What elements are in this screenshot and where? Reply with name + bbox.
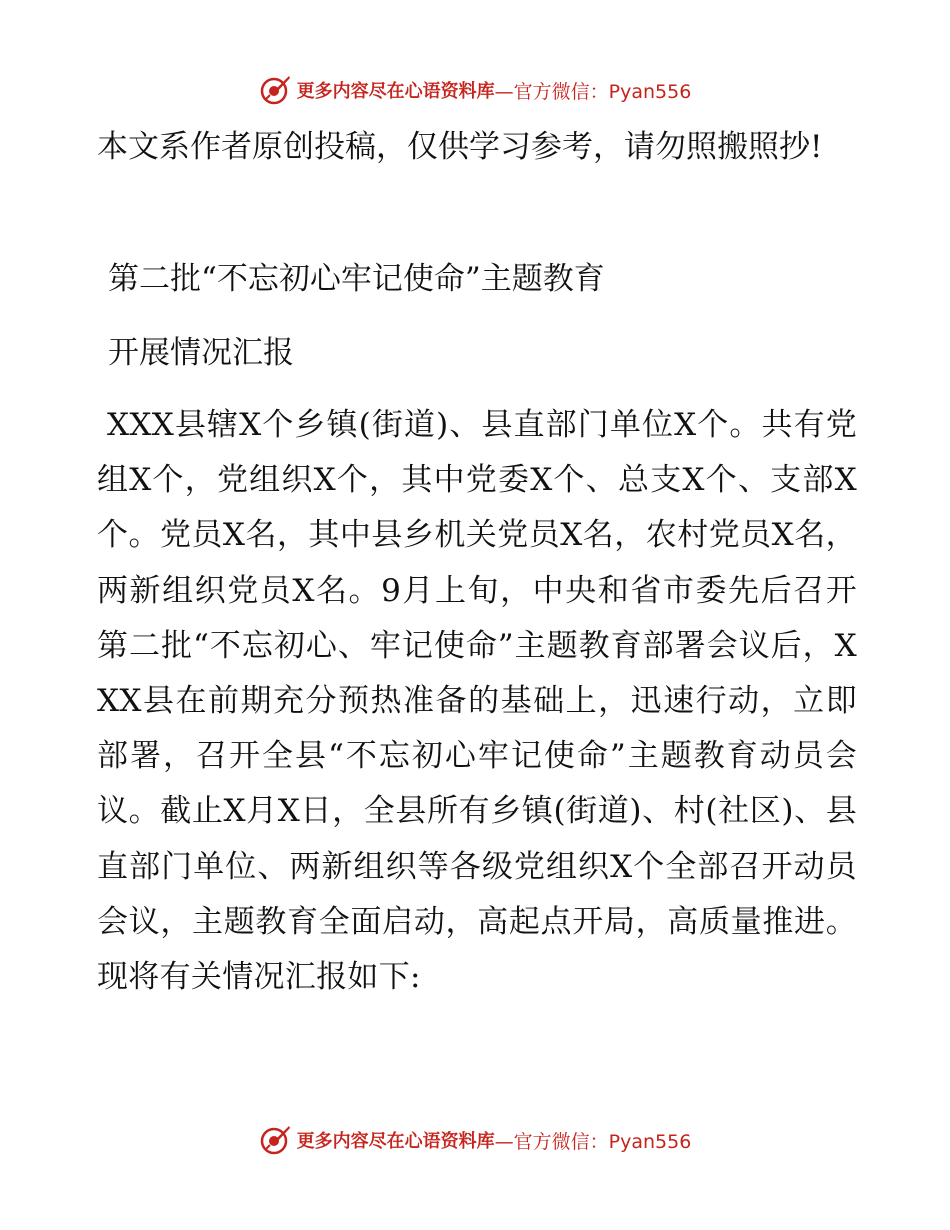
quill-logo-icon xyxy=(259,73,293,107)
header-brand-text: 更多内容尽在心语资料库 xyxy=(296,81,495,102)
document-title-line-2: 开展情况汇报 xyxy=(108,335,294,371)
header-contact-text: —官方微信：Pyan556 xyxy=(494,80,692,103)
footer-contact-text: —官方微信：Pyan556 xyxy=(494,1130,692,1153)
copyright-notice: 本文系作者原创投稿，仅供学习参考，请勿照搬照抄! xyxy=(97,129,823,165)
header-watermark-banner xyxy=(0,70,950,110)
body-paragraph: XXX县辖X个乡镇(街道)、县直部门单位X个。共有党组X个，党组织X个，其中党委X个、总支X个、支部X个。党员X名，其中县乡机关党员X名，农村党员X名，两新组织党员X名。9月上旬，中央和省市委先后召开第二批“不忘初心、牢记使命”主题教育部署会议后，XXX县在前期充分预热准备的基础上，迅速行动，立即部署，召开全县“不忘初心牢记使命”主题教育动员会议。截止X月X日，全县所有乡镇(街道)、村(社区)、县直部门单位、两新组织等各级党组织X个全部召开动员会议，主题教育全面启动，高起点开局，高质量推进。现将有关情况汇报如下: xyxy=(97,407,857,996)
quill-logo-icon xyxy=(259,1123,293,1157)
footer-brand-text: 更多内容尽在心语资料库 xyxy=(296,1131,495,1152)
footer-watermark-banner xyxy=(0,1120,950,1160)
document-title-line-1: 第二批“不忘初心牢记使命”主题教育 xyxy=(108,261,605,297)
